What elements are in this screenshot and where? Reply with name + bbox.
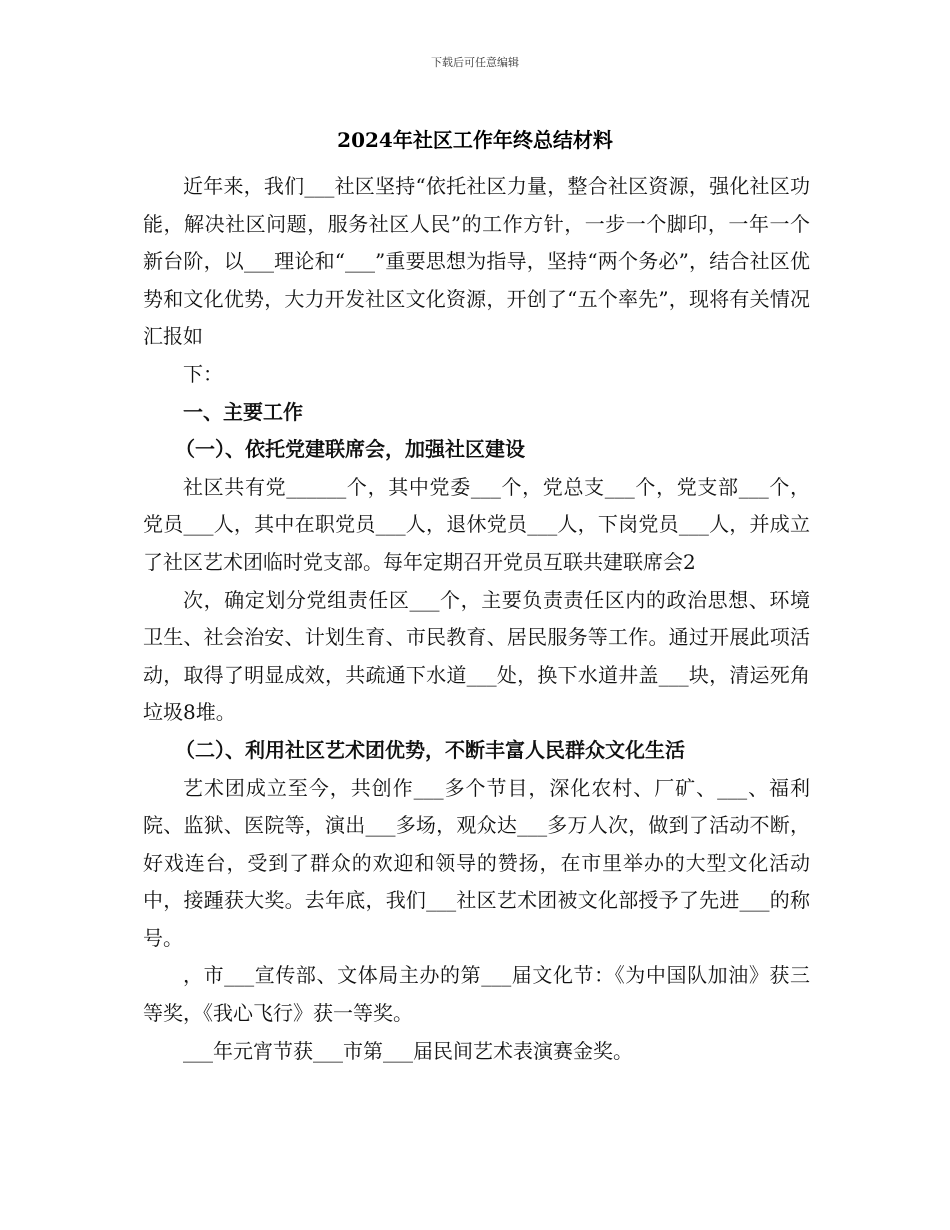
paragraph-lantern-festival: ___年元宵节获___市第___届民间艺术表演赛金奖。 bbox=[183, 1038, 633, 1063]
header-note: 下载后可任意编辑 bbox=[431, 56, 519, 69]
subsection-heading-party: （一）、依托党建联席会，加强社区建设 bbox=[175, 437, 525, 462]
paragraph-intro: 近年来，我们___社区坚持“依托社区力量，整合社区资源，强化社区功能，解决社区问题，服务社区人民”的工作方针，一步一个脚印，一年一个新台阶，以___理论和“___”重要思想为指导，坚持“两个务必”，结合社区优势和文化优势，大力开发社区文化资源，开创了“五个率先”，现将有关情况汇报如 bbox=[143, 174, 810, 349]
subsection-heading-art-troupe: （二）、利用社区艺术团优势，不断丰富人民群众文化生活 bbox=[175, 737, 685, 762]
paragraph-art-troupe: 艺术团成立至今，共创作___多个节目，深化农村、厂矿、___、福利院、监狱、医院等，演出___多场，观众达___多万人次，做到了活动不断，好戏连台，受到了群众的欢迎和领导的赞扬，在市里举办的大型文化活动中，接踵获大奖。去年底，我们___社区艺术团被文化部授予了先进___的称号。 bbox=[143, 775, 810, 950]
document-title: 2024年社区工作年终总结材料 bbox=[337, 128, 613, 152]
paragraph-party-stats: 社区共有党______个，其中党委___个，党总支___个，党支部___个，党员___人，其中在职党员___人，退休党员___人，下岗党员___人，并成立了社区艺术团临时党支部。每年定期召开党员互联共建联席会2 bbox=[143, 474, 810, 574]
paragraph-culture-festival: ，市___宣传部、文体局主办的第___届文化节：《为中国队加油》获三等奖，《我心飞行》获一等奖。 bbox=[143, 963, 810, 1026]
section-heading-main-work: 一、主要工作 bbox=[183, 399, 303, 424]
paragraph-intro-continued: 下： bbox=[183, 361, 223, 386]
document-body bbox=[143, 168, 810, 1070]
paragraph-responsibility-zones: 次，确定划分党组责任区___个，主要负责责任区内的政治思想、环境卫生、社会治安、计划生育、市民教育、居民服务等工作。通过开展此项活动，取得了明显成效，共疏通下水道___处，换下水道井盖___块，清运死角垃圾8堆。 bbox=[143, 587, 810, 725]
